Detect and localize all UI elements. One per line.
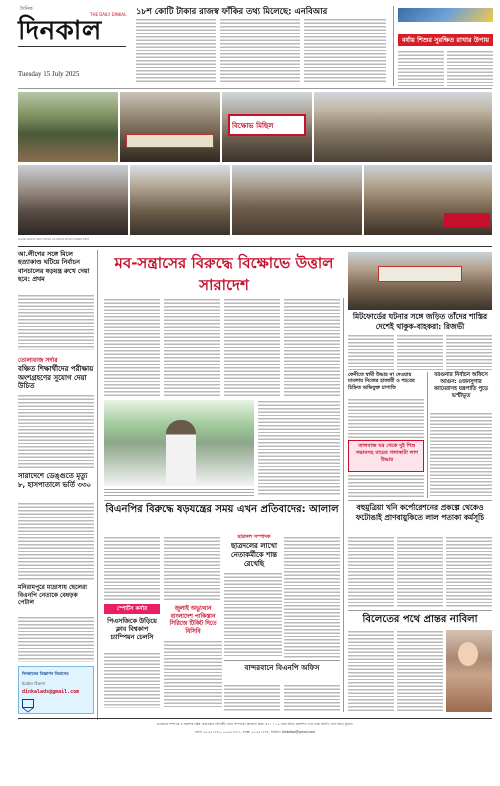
center-article-col-1 bbox=[104, 536, 160, 602]
right-mid-headline-1: ফেনীতে স্বামী উদ্ধার না দেওয়ায় মামলায় নিজের হাজারী ও শহরের চিহ্নিত অভিযুক্ত চাপাতি bbox=[348, 372, 415, 391]
speaker-caption bbox=[104, 488, 254, 496]
center-sub-headline: ছাত্রদলের লাখো নেতাকর্মীকে শান্ত রেখেছি bbox=[230, 542, 278, 568]
main-headline: মব-সন্ত্রাসের বিরুদ্ধে বিক্ষোভে উত্তাল সারাদেশ bbox=[114, 254, 334, 294]
masthead bbox=[18, 6, 128, 82]
main-article-col-5 bbox=[258, 400, 340, 496]
banner-sign bbox=[228, 114, 306, 136]
masthead-date: Tuesday 15 July 2025 bbox=[18, 70, 80, 78]
footer-line-1: ভারপ্রাপ্ত সম্পাদক ও প্রকাশক ডক্টর রেজওয়ান সিদ্দিকী। বার্তা সম্পাদক: আরমান মিয়া। ৪২১ ১ ১০ ঢাকা হইতে প্রকাশিত এবং ঢাকা প্রিন্টিং প্রেস হইতে মুদ্রিত। bbox=[156, 722, 354, 726]
left-mid-body bbox=[18, 394, 94, 468]
center-article-col-3 bbox=[284, 536, 340, 658]
right-red-box bbox=[348, 440, 424, 472]
actress-photo bbox=[446, 630, 492, 712]
right-headline: মিটফোর্ডের ঘটনার সঙ্গে জড়িত তাঁদের শাস্তির দেশেই থাকুক-বাহকরা: রিজভী bbox=[352, 312, 488, 331]
banner-text: বিক্ষোভ মিছিল bbox=[232, 122, 274, 130]
center-sub-body bbox=[224, 572, 282, 658]
top-article-body bbox=[136, 18, 216, 82]
sports-tag: স্পোর্টস কর্নার bbox=[104, 604, 160, 614]
left-kicker-headline: আ.লীগের সঙ্গে মিলে হত্যাকাণ্ড ঘটিয়ে নির্বাচন বানচালের ষড়যন্ত্র রুখে দেয়া হবে: প্রথম bbox=[18, 250, 90, 284]
rally-photo-8 bbox=[364, 165, 492, 235]
footer-line-2: ফোন: ০২-৯৫১৮৮০, ০২-৯৫১৮৮১, ফ্যাক্স: ০২-৯৫১৮৮৮, ইমেইল: dinkalbd@gmail.com bbox=[194, 730, 316, 734]
rally-photo-7 bbox=[232, 165, 362, 235]
rally-photo-4 bbox=[314, 92, 492, 162]
top-article-body-2 bbox=[220, 18, 300, 82]
banderban-headline: বান্দরবানে বিএনপি অফিস bbox=[244, 663, 320, 672]
center-headline-2: বিএনপির বিরুদ্ধে ষড়যন্ত্রের সময় এখন প্রতিবাদের: আলাল bbox=[105, 504, 339, 515]
right-mid-body-1 bbox=[348, 398, 424, 438]
rally-photo-3 bbox=[222, 92, 312, 162]
masthead-english-tag: THE DAILY DINKAL bbox=[90, 12, 127, 17]
right-body-2 bbox=[397, 334, 443, 370]
red-banner bbox=[444, 213, 490, 227]
center-right-body-2 bbox=[397, 536, 443, 608]
sports-body-2 bbox=[164, 640, 222, 708]
center-red-tag: ছাত্রদল সম্পাদক bbox=[237, 534, 271, 540]
sports-body bbox=[104, 652, 160, 708]
speaker-figure bbox=[166, 420, 196, 486]
rally-photo-2 bbox=[120, 92, 220, 162]
right-col-headline-2: বরগুনার নির্বাচন অফিসে আগুন: ৪জনসুগার ক্যামেরাসহ যন্ত্রপাতি পুড়ে ভস্মীভূত bbox=[433, 372, 489, 399]
top-right-headline: বর্ষায় শিশুর সুরক্ষিত রাখার উপায় bbox=[398, 34, 493, 46]
sports-headline: পিএসজিকে উড়িয়ে ক্লাব বিশ্বকাপ চ্যাম্পিয়ন চেলসি bbox=[107, 617, 157, 642]
left-bottom-headline: মনিরামপুরে মাদ্রাসায় ছেলেরা বিএনপি নেতাকে বেধড়ক পেটাল bbox=[18, 584, 87, 607]
right-red-box-text: তালবাজ ঘর থেকে দুই শিশু সন্তানসহ মায়ের গলাকাটা লাশ উদ্ধার bbox=[355, 443, 419, 463]
main-article-col-3 bbox=[224, 298, 280, 396]
left-mid-tag-text: তোলাবাজ সর্দার bbox=[18, 357, 58, 364]
left-mid-tag bbox=[18, 355, 94, 365]
leaders-banner bbox=[126, 134, 214, 148]
right-photo-rally bbox=[348, 252, 492, 310]
center-right-body-3 bbox=[446, 536, 492, 608]
top-right-body-2 bbox=[447, 50, 493, 86]
right-bottom-body-1 bbox=[348, 630, 394, 712]
top-headline: ১৮শ কোটি টাকার রাজস্ব ফাঁকির তথ্য মিলেছে: এনবিআর bbox=[136, 6, 328, 16]
ad-box-title: দিনকালের বিজ্ঞাপন বিভাগের bbox=[22, 671, 69, 676]
right-body-1 bbox=[348, 334, 394, 370]
actress-face bbox=[458, 642, 478, 666]
right-body-3 bbox=[446, 334, 492, 370]
left-low-headline: সারাদেশে ডেঙ্গুতে মৃত্যু ৮, হাসপাতালে ভর্তি ৩৩০ bbox=[18, 472, 92, 489]
right-col-body-2 bbox=[430, 412, 492, 498]
ad-box-email: dinkalads@gmail.com bbox=[22, 689, 80, 695]
left-low-body bbox=[18, 502, 94, 580]
top-right-body bbox=[398, 50, 444, 86]
child-umbrella-photo bbox=[398, 8, 493, 22]
banderban-body-1 bbox=[224, 684, 280, 712]
left-bottom-body bbox=[18, 616, 94, 662]
right-bottom-headline: বিলেতের পথে প্রান্তর নাবিলা bbox=[362, 614, 478, 625]
main-article-col-1 bbox=[104, 298, 160, 396]
left-mid-headline: বঞ্চিত শিক্ষার্থীদের পরীক্ষায় অংশগ্রহণের সুযোগ দেয়া উচিত bbox=[18, 365, 94, 391]
main-article-col-2 bbox=[164, 298, 220, 396]
main-article-col-4 bbox=[284, 298, 340, 396]
center-right-body-1 bbox=[348, 536, 394, 608]
center-article-col-2 bbox=[164, 536, 220, 602]
ad-box-email-label: ইমেইল ঠিকানা bbox=[22, 681, 46, 686]
photo-caption: মাগুরায় প্রবেশের শুরুতে প্রতিবাদ মব-সন্ত্রাসের প্রতিবাদে বিক্ষোভ মিছিল bbox=[18, 238, 90, 241]
right-mid-body-2 bbox=[348, 474, 424, 498]
envelope-icon bbox=[22, 699, 34, 708]
right-bottom-body-2 bbox=[397, 630, 443, 712]
rally-photo-6 bbox=[130, 165, 230, 235]
masthead-logo: দিনকাল bbox=[18, 16, 102, 46]
banderban-body-2 bbox=[284, 684, 340, 712]
sports-headline-2: জুলাই অভ্যুত্থান বাংলাদেশ পাকিস্তান সিরিজে টিকিট দিতে বিসিবি bbox=[169, 606, 217, 635]
rally-photo-1 bbox=[18, 92, 118, 162]
top-article-body-3 bbox=[304, 18, 386, 82]
left-kicker-body bbox=[18, 294, 94, 350]
masthead-small-label: দৈনিক bbox=[20, 6, 33, 12]
speaker-photo bbox=[104, 400, 254, 486]
top-right-tag-box bbox=[398, 8, 493, 22]
center-right-headline: বহুমুত্রিয়া খনি কর্পোরেশনের প্রকল্পে থেকেও ফটোঙাই প্রাণবায়ুকিতে লাল পতাকা কর্মসূচি bbox=[355, 503, 485, 522]
right-photo-banner bbox=[378, 266, 462, 282]
rally-photo-5 bbox=[18, 165, 128, 235]
ad-email-box bbox=[18, 666, 94, 714]
